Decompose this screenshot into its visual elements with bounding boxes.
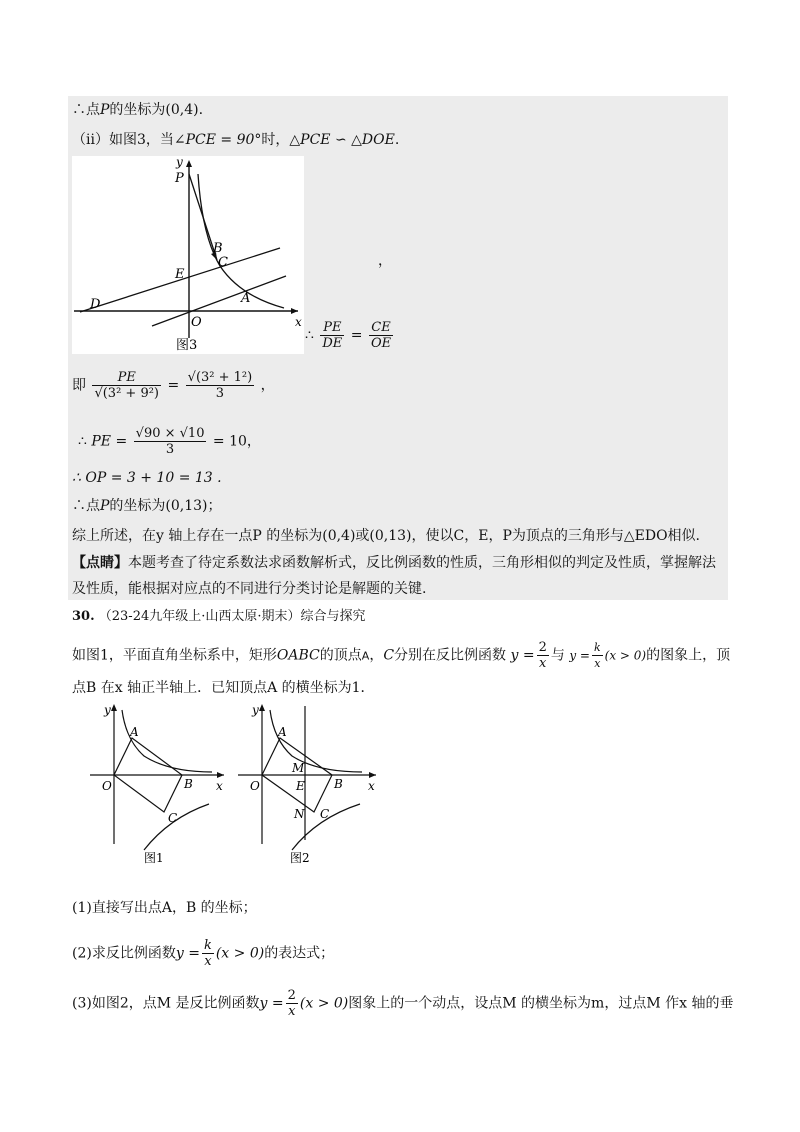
fig2-label-y: y <box>252 703 259 717</box>
numerator: PE <box>92 370 161 386</box>
therefore: ∴ <box>78 433 87 450</box>
fig2-label-o: O <box>250 779 260 793</box>
fig3-label-c: C <box>218 255 228 270</box>
solution-line-5: ∴ OP = 3 + 10 = 13 . <box>72 470 222 486</box>
numerator: CE <box>369 320 393 336</box>
problem-number: 30. <box>72 609 95 624</box>
text: 的坐标为 <box>109 102 166 118</box>
angle: ∠PCE = 90° <box>173 132 262 148</box>
text: . <box>198 102 204 118</box>
solution-line-6 <box>72 496 222 516</box>
fig3-label-x: x <box>295 315 302 329</box>
ratio-equation <box>305 320 395 351</box>
fig3-label-o: O <box>191 315 202 330</box>
var: P <box>100 102 110 118</box>
numerator: √90 × √10 <box>135 426 205 441</box>
fraction <box>186 370 255 401</box>
denominator: √(3² + 9²) <box>94 386 160 401</box>
problem-30-line-1 <box>72 640 730 671</box>
comment-text: 本题考查了待定系数法求函数解析式，反比例函数的性质，三角形相似的判定及性质，掌握解法及性质，能根据对应点的不同进行分类讨论是解题的关键. <box>72 555 716 597</box>
fraction <box>537 640 549 671</box>
figure-1 <box>84 700 228 870</box>
fig1-label-o: O <box>102 779 112 793</box>
text: 的顶点 <box>319 647 362 664</box>
equals: = <box>350 327 363 344</box>
text: 图象上的一个动点，设点M 的横坐标为m，过点M 作x 轴的垂 <box>348 995 734 1012</box>
solution-line-2 <box>72 130 399 150</box>
fig1-caption: 图1 <box>144 851 164 865</box>
text: 如图1，平面直角坐标系中，矩形 <box>72 647 277 664</box>
numerator: 2 <box>538 640 547 655</box>
denominator: OE <box>370 336 392 351</box>
text: ， <box>260 377 275 394</box>
point-c: C <box>383 647 395 664</box>
condition: (x > 0) <box>604 648 647 663</box>
fig3-label-a: A <box>241 291 251 306</box>
figure-2-svg <box>232 700 382 870</box>
text: 即 <box>72 377 86 394</box>
fraction <box>286 988 298 1019</box>
comma: ， <box>378 253 392 269</box>
fig1-label-y: y <box>104 703 111 717</box>
numerator: k <box>593 641 601 654</box>
text: 的坐标为 <box>109 498 166 514</box>
function-lhs: y = <box>510 647 535 664</box>
text: 与 <box>550 647 565 664</box>
problem-source: （23-24九年级上·山西太原·期末）综合与探究 <box>98 609 366 624</box>
question-2 <box>72 938 334 969</box>
denominator: DE <box>322 336 343 351</box>
text: ∴点 <box>72 498 100 514</box>
fig2-label-n: N <box>294 807 305 821</box>
problem-30-header <box>72 607 366 627</box>
numerator: PE <box>320 320 344 336</box>
text: ； <box>207 498 222 514</box>
figure-3 <box>72 156 304 354</box>
solution-summary: 综上所述，在y 轴上存在一点P 的坐标为(0,4)或(0,13)，使以C，E，P为顶点的三角形与△EDO相似. <box>72 528 701 544</box>
denominator: x <box>204 954 212 969</box>
question-1: (1)直接写出点A，B 的坐标； <box>72 900 257 916</box>
fig2-label-m: M <box>292 761 305 775</box>
rectangle-name: OABC <box>276 647 320 664</box>
text: = 10， <box>212 433 261 450</box>
equals: = <box>167 377 180 394</box>
equals: = <box>115 433 128 450</box>
fig1-label-a: A <box>130 725 139 739</box>
denominator: x <box>594 657 601 670</box>
figure-1-svg <box>84 700 228 870</box>
figure-2 <box>232 700 382 870</box>
text: （ii）如图3，当 <box>72 132 174 148</box>
fig2-label-c: C <box>320 807 330 821</box>
coordinate: (0,13) <box>165 498 208 514</box>
text: 分别在反比例函数 <box>394 647 507 664</box>
solution-line-1 <box>72 100 203 120</box>
text: (2)求反比例函数 <box>72 945 176 962</box>
fraction <box>202 938 214 969</box>
coordinate: (0,4) <box>165 102 199 118</box>
text: ∴点 <box>72 102 100 118</box>
condition: (x > 0) <box>299 995 349 1012</box>
text: 的表达式； <box>264 945 335 962</box>
fig2-caption: 图2 <box>290 851 310 865</box>
fig3-label-d: D <box>90 297 101 312</box>
fraction <box>369 320 393 351</box>
fig2-label-b: B <box>334 777 343 791</box>
fig3-label-e: E <box>175 267 185 282</box>
numerator: √(3² + 1²) <box>187 370 253 385</box>
fraction <box>320 320 344 351</box>
question-3 <box>72 988 733 1019</box>
fig3-label-p: P <box>175 171 184 186</box>
denominator: 3 <box>215 386 225 401</box>
condition: (x > 0) <box>215 945 265 962</box>
fig1-label-c: C <box>168 811 178 825</box>
fig1-label-x: x <box>216 779 223 793</box>
text: ， <box>369 647 384 664</box>
fig2-label-a: A <box>278 725 287 739</box>
comment-tag: 【点睛】 <box>72 555 128 571</box>
text: (3)如图2，点M 是反比例函数 <box>72 995 260 1012</box>
denominator: 3 <box>165 442 175 457</box>
therefore: ∴ <box>305 327 314 344</box>
text: . <box>394 132 400 148</box>
fraction <box>92 370 161 401</box>
problem-30-line-2: 点B 在x 轴正半轴上．已知顶点A 的横坐标为1． <box>72 680 375 696</box>
var: P <box>100 498 110 514</box>
point-a: A <box>361 649 370 663</box>
function-lhs: y = <box>569 648 590 663</box>
fig3-label-y: y <box>176 156 183 169</box>
figure-3-svg <box>72 156 304 354</box>
fig3-caption: 图3 <box>176 338 198 353</box>
fig2-label-x: x <box>368 779 375 793</box>
text: 的图象上，顶 <box>646 647 731 664</box>
solution-line-4 <box>78 426 261 457</box>
fraction <box>134 426 207 457</box>
function-lhs: y = <box>259 995 284 1012</box>
numerator: k <box>203 938 212 953</box>
denominator: x <box>288 1004 296 1019</box>
var: PE <box>91 433 112 450</box>
fig3-label-b: B <box>213 241 223 256</box>
solution-line-3 <box>72 370 275 401</box>
fraction <box>592 640 603 671</box>
fig1-label-b: B <box>184 777 193 791</box>
comment-block <box>72 550 728 602</box>
similarity: △PCE ∽ △DOE <box>289 132 395 148</box>
function-lhs: y = <box>175 945 200 962</box>
text: 时， <box>261 132 290 148</box>
denominator: x <box>539 656 547 671</box>
fig2-label-e: E <box>296 779 305 793</box>
numerator: 2 <box>287 988 296 1003</box>
